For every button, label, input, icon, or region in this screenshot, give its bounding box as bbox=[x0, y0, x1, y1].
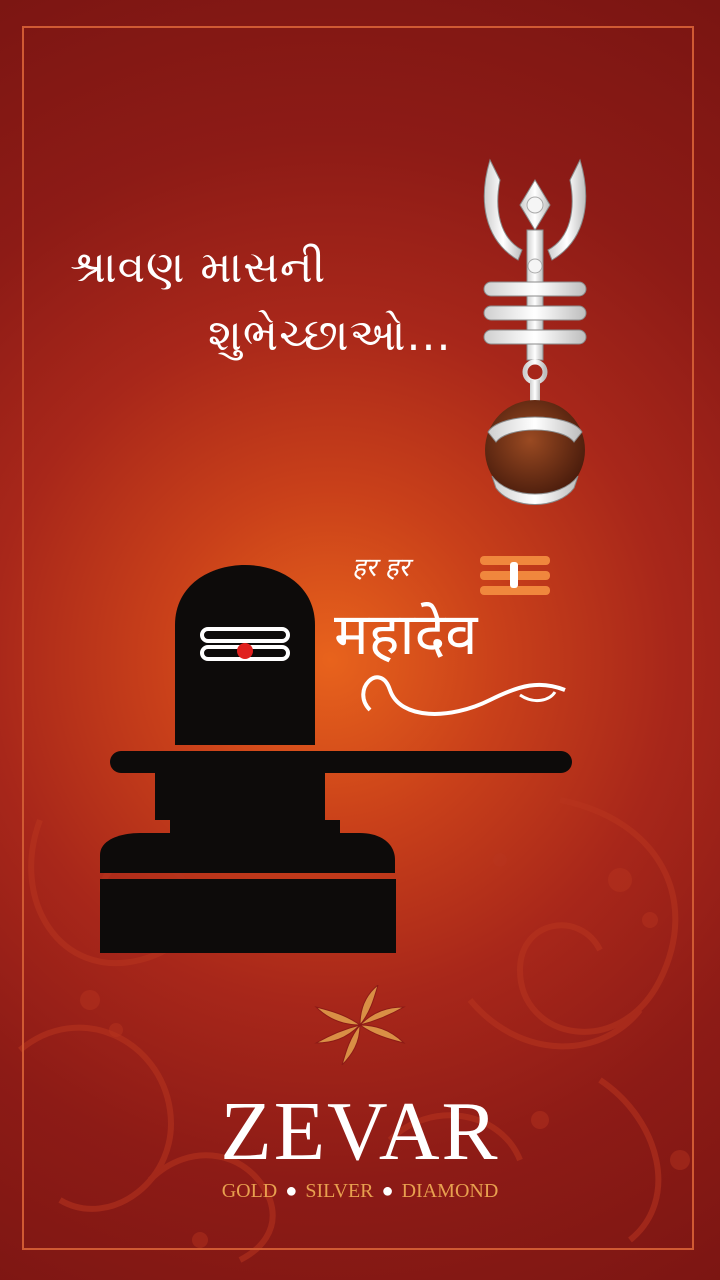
zevar-logo-icon bbox=[308, 985, 412, 1065]
calligraphy-flourish bbox=[350, 650, 570, 730]
tagline-separator: ● bbox=[285, 1180, 298, 1202]
calligraphy-har-har: हर हर bbox=[352, 553, 410, 583]
tripundra-orange-icon bbox=[480, 556, 552, 596]
tagline-gold: GOLD bbox=[221, 1180, 278, 1202]
tagline-separator: ● bbox=[381, 1180, 394, 1202]
brand-tagline bbox=[0, 1180, 720, 1203]
bindu-dot bbox=[237, 643, 253, 659]
trishul-pendant-illustration bbox=[470, 150, 600, 520]
tagline-silver: SILVER bbox=[305, 1180, 374, 1202]
calligraphy-mahadev: महादेव bbox=[334, 600, 478, 668]
greeting-line-2: શુભેચ્છાઓ... bbox=[208, 310, 452, 361]
tagline-diamond: DIAMOND bbox=[401, 1180, 499, 1202]
brand-name: ZEVAR bbox=[220, 1085, 500, 1178]
greeting-line-1: શ્રાવણ માસની bbox=[70, 242, 327, 293]
